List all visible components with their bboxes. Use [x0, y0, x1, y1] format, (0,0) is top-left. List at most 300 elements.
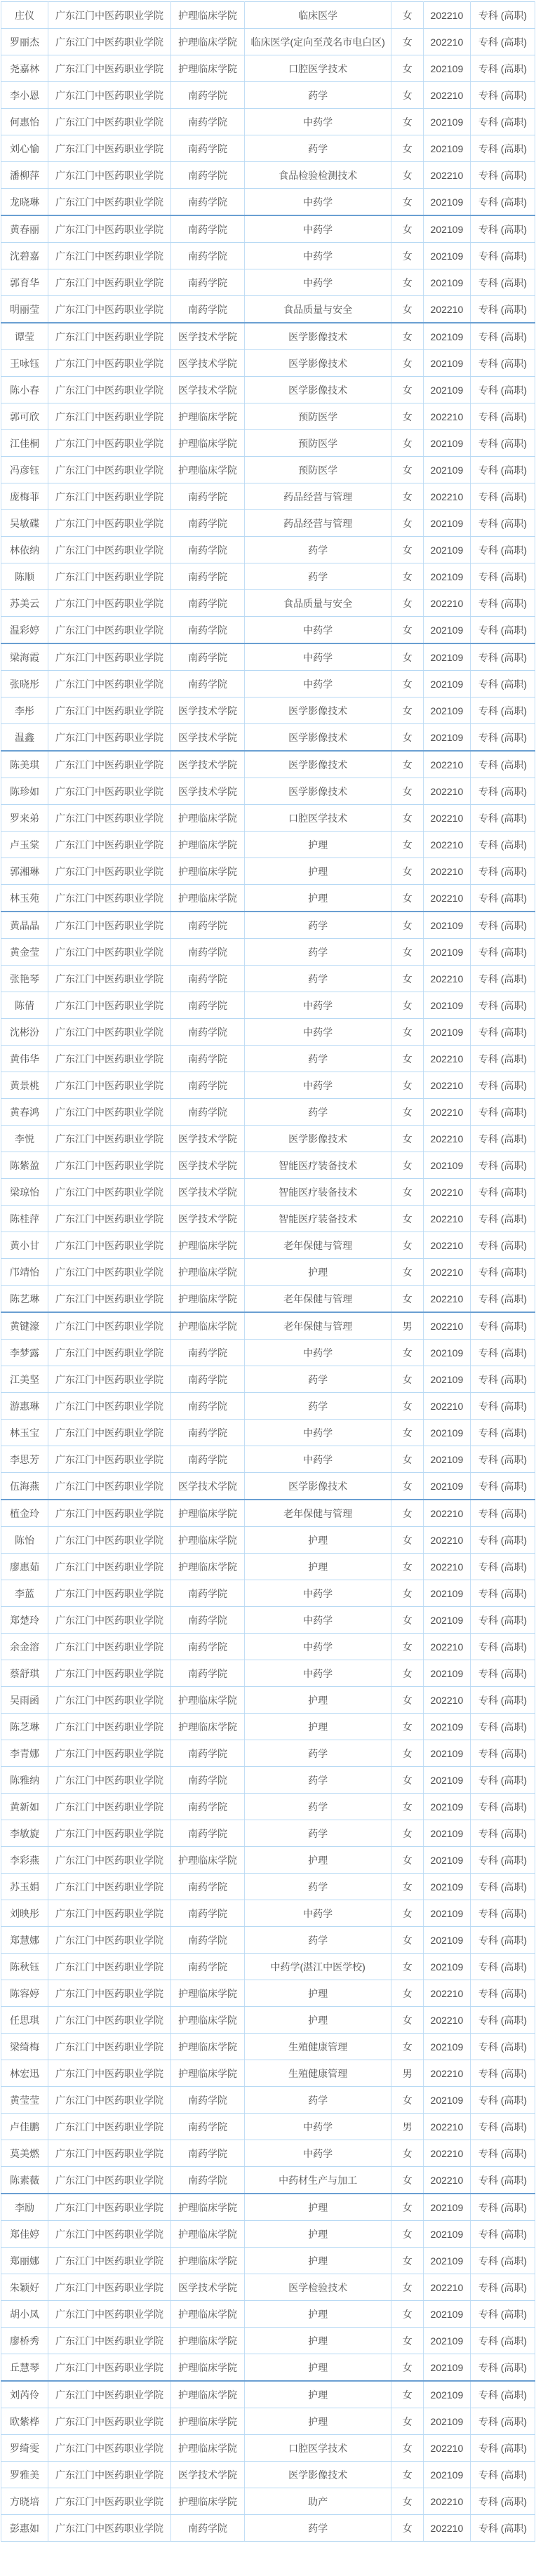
cell-major: 中药学 — [244, 1340, 391, 1366]
cell-name: 苏玉娟 — [1, 1874, 48, 1900]
cell-college: 护理临床学院 — [170, 55, 244, 82]
cell-level: 专科 (高职) — [470, 1660, 535, 1687]
cell-gender: 男 — [391, 1312, 424, 1340]
cell-college: 南药学院 — [170, 2114, 244, 2140]
cell-level: 专科 (高职) — [470, 243, 535, 269]
cell-level: 专科 (高职) — [470, 537, 535, 563]
cell-major: 药学 — [244, 1927, 391, 1954]
cell-name: 刘芮伶 — [1, 2381, 48, 2408]
cell-name: 欧紫桦 — [1, 2408, 48, 2435]
cell-school: 广东江门中医药职业学院 — [48, 1820, 170, 1847]
cell-level: 专科 (高职) — [470, 751, 535, 778]
cell-level: 专科 (高职) — [470, 858, 535, 885]
cell-gender: 女 — [391, 2381, 424, 2408]
table-row — [1, 2, 535, 29]
cell-enroll-date: 202109 — [423, 2408, 470, 2435]
cell-major: 医学影像技术 — [244, 350, 391, 377]
cell-school: 广东江门中医药职业学院 — [48, 1446, 170, 1473]
cell-school: 广东江门中医药职业学院 — [48, 2167, 170, 2194]
cell-name: 卢玉棠 — [1, 832, 48, 858]
cell-school: 广东江门中医药职业学院 — [48, 2381, 170, 2408]
cell-name: 李彤 — [1, 698, 48, 724]
table-row — [1, 537, 535, 563]
cell-name: 陈桂萍 — [1, 1206, 48, 1232]
cell-major: 中药材生产与加工 — [244, 2167, 391, 2194]
cell-school: 广东江门中医药职业学院 — [48, 1874, 170, 1900]
cell-major: 老年保健与管理 — [244, 1286, 391, 1313]
cell-major: 中药学 — [244, 109, 391, 135]
cell-school: 广东江门中医药职业学院 — [48, 2408, 170, 2435]
cell-major: 医学影像技术 — [244, 323, 391, 350]
table-row — [1, 939, 535, 966]
cell-major: 食品检验检测技术 — [244, 162, 391, 189]
cell-enroll-date: 202109 — [423, 457, 470, 483]
cell-name: 张晓彤 — [1, 671, 48, 698]
cell-gender: 女 — [391, 1232, 424, 1259]
cell-gender: 男 — [391, 2060, 424, 2087]
cell-level: 专科 (高职) — [470, 2301, 535, 2328]
cell-school: 广东江门中医药职业学院 — [48, 1312, 170, 1340]
cell-enroll-date: 202210 — [423, 1500, 470, 1527]
cell-school: 广东江门中医药职业学院 — [48, 671, 170, 698]
cell-level: 专科 (高职) — [470, 1232, 535, 1259]
cell-school: 广东江门中医药职业学院 — [48, 1393, 170, 1420]
cell-major: 中药学 — [244, 1580, 391, 1607]
cell-major: 药学 — [244, 1767, 391, 1794]
table-row — [1, 2381, 535, 2408]
cell-gender: 女 — [391, 1500, 424, 1527]
cell-college: 医学技术学院 — [170, 323, 244, 350]
cell-name: 林依纳 — [1, 537, 48, 563]
cell-school: 广东江门中医药职业学院 — [48, 1980, 170, 2007]
cell-college: 南药学院 — [170, 162, 244, 189]
cell-name: 郭湘琳 — [1, 858, 48, 885]
cell-school: 广东江门中医药职业学院 — [48, 1554, 170, 1580]
cell-gender: 女 — [391, 1473, 424, 1500]
cell-gender: 女 — [391, 2221, 424, 2248]
cell-major: 口腔医学技术 — [244, 55, 391, 82]
table-row — [1, 1126, 535, 1152]
cell-school: 广东江门中医药职业学院 — [48, 1179, 170, 1206]
cell-name: 李思芳 — [1, 1446, 48, 1473]
cell-level: 专科 (高职) — [470, 1072, 535, 1099]
cell-level: 专科 (高职) — [470, 1366, 535, 1393]
cell-enroll-date: 202210 — [423, 82, 470, 109]
cell-college: 护理临床学院 — [170, 1500, 244, 1527]
cell-school: 广东江门中医药职业学院 — [48, 1286, 170, 1313]
cell-college: 南药学院 — [170, 1900, 244, 1927]
table-row — [1, 617, 535, 644]
table-row — [1, 643, 535, 671]
cell-major: 护理 — [244, 2194, 391, 2221]
cell-major: 药学 — [244, 82, 391, 109]
cell-major: 药学 — [244, 1740, 391, 1767]
table-row — [1, 55, 535, 82]
cell-school: 广东江门中医药职业学院 — [48, 1847, 170, 1874]
cell-enroll-date: 202210 — [423, 483, 470, 510]
cell-school: 广东江门中医药职业学院 — [48, 1660, 170, 1687]
cell-name: 黄春鸿 — [1, 1099, 48, 1126]
cell-enroll-date: 202109 — [423, 1446, 470, 1473]
cell-name: 林玉宝 — [1, 1420, 48, 1446]
table-row — [1, 1473, 535, 1500]
cell-college: 护理临床学院 — [170, 2328, 244, 2354]
cell-name: 温鑫 — [1, 724, 48, 752]
cell-major: 药学 — [244, 1794, 391, 1820]
cell-major: 中药学 — [244, 1660, 391, 1687]
cell-name: 江佳桐 — [1, 430, 48, 457]
cell-major: 药品经营与管理 — [244, 483, 391, 510]
cell-enroll-date: 202109 — [423, 1152, 470, 1179]
cell-college: 南药学院 — [170, 537, 244, 563]
cell-school: 广东江门中医药职业学院 — [48, 2248, 170, 2274]
cell-college: 南药学院 — [170, 1580, 244, 1607]
cell-enroll-date: 202109 — [423, 1847, 470, 1874]
cell-major: 药学 — [244, 135, 391, 162]
cell-major: 药学 — [244, 537, 391, 563]
cell-gender: 女 — [391, 1954, 424, 1980]
cell-enroll-date: 202109 — [423, 1607, 470, 1634]
cell-gender: 女 — [391, 1340, 424, 1366]
cell-name: 黄春丽 — [1, 215, 48, 243]
cell-name: 梁琼怡 — [1, 1179, 48, 1206]
cell-school: 广东江门中医药职业学院 — [48, 966, 170, 992]
cell-school: 广东江门中医药职业学院 — [48, 162, 170, 189]
cell-school: 广东江门中医药职业学院 — [48, 2, 170, 29]
cell-college: 南药学院 — [170, 1046, 244, 1072]
cell-gender: 女 — [391, 751, 424, 778]
cell-gender: 女 — [391, 2354, 424, 2382]
cell-major: 中药学 — [244, 1900, 391, 1927]
cell-school: 广东江门中医药职业学院 — [48, 2221, 170, 2248]
table-row — [1, 912, 535, 939]
cell-major: 老年保健与管理 — [244, 1500, 391, 1527]
cell-level: 专科 (高职) — [470, 992, 535, 1019]
table-row — [1, 1420, 535, 1446]
table-row — [1, 1206, 535, 1232]
cell-school: 广东江门中医药职业学院 — [48, 2274, 170, 2301]
cell-college: 南药学院 — [170, 1874, 244, 1900]
table-row — [1, 1767, 535, 1794]
cell-level: 专科 (高职) — [470, 2140, 535, 2167]
cell-college: 护理临床学院 — [170, 2194, 244, 2221]
table-row — [1, 1874, 535, 1900]
cell-name: 冯彦钰 — [1, 457, 48, 483]
cell-gender: 女 — [391, 563, 424, 590]
cell-level: 专科 (高职) — [470, 296, 535, 323]
cell-enroll-date: 202109 — [423, 939, 470, 966]
cell-name: 郑丽娜 — [1, 2248, 48, 2274]
table-row — [1, 778, 535, 805]
cell-level: 专科 (高职) — [470, 1794, 535, 1820]
cell-school: 广东江门中医药职业学院 — [48, 537, 170, 563]
cell-enroll-date: 202210 — [423, 590, 470, 617]
cell-major: 中药学 — [244, 617, 391, 644]
cell-gender: 女 — [391, 698, 424, 724]
table-row — [1, 2194, 535, 2221]
cell-level: 专科 (高职) — [470, 1820, 535, 1847]
cell-gender: 女 — [391, 1554, 424, 1580]
table-row — [1, 189, 535, 216]
table-row — [1, 2435, 535, 2462]
table-row — [1, 1286, 535, 1313]
cell-name: 蔡舒琪 — [1, 1660, 48, 1687]
table-row — [1, 135, 535, 162]
cell-level: 专科 (高职) — [470, 2462, 535, 2488]
cell-major: 智能医疗装备技术 — [244, 1179, 391, 1206]
cell-gender: 女 — [391, 2462, 424, 2488]
cell-level: 专科 (高职) — [470, 1927, 535, 1954]
cell-college: 护理临床学院 — [170, 1286, 244, 1313]
cell-gender: 女 — [391, 1179, 424, 1206]
cell-school: 广东江门中医药职业学院 — [48, 1019, 170, 1046]
cell-enroll-date: 202210 — [423, 966, 470, 992]
cell-name: 沈碧嘉 — [1, 243, 48, 269]
table-row — [1, 724, 535, 752]
cell-name: 朱颖好 — [1, 2274, 48, 2301]
cell-name: 苏美云 — [1, 590, 48, 617]
cell-gender: 女 — [391, 1527, 424, 1554]
cell-name: 刘心愉 — [1, 135, 48, 162]
cell-major: 护理 — [244, 1527, 391, 1554]
table-row — [1, 1900, 535, 1927]
cell-gender: 女 — [391, 135, 424, 162]
cell-name: 陈珍如 — [1, 778, 48, 805]
cell-school: 广东江门中医药职业学院 — [48, 1634, 170, 1660]
cell-level: 专科 (高职) — [470, 1046, 535, 1072]
cell-level: 专科 (高职) — [470, 1393, 535, 1420]
cell-college: 南药学院 — [170, 296, 244, 323]
cell-level: 专科 (高职) — [470, 1900, 535, 1927]
cell-enroll-date: 202210 — [423, 162, 470, 189]
cell-school: 广东江门中医药职业学院 — [48, 1473, 170, 1500]
table-row — [1, 1179, 535, 1206]
cell-enroll-date: 202109 — [423, 2087, 470, 2114]
cell-enroll-date: 202210 — [423, 296, 470, 323]
cell-school: 广东江门中医药职业学院 — [48, 430, 170, 457]
cell-name: 卢佳鹏 — [1, 2114, 48, 2140]
cell-gender: 女 — [391, 1446, 424, 1473]
cell-school: 广东江门中医药职业学院 — [48, 29, 170, 55]
cell-name: 刘映彤 — [1, 1900, 48, 1927]
cell-level: 专科 (高职) — [470, 350, 535, 377]
cell-college: 医学技术学院 — [170, 1152, 244, 1179]
cell-school: 广东江门中医药职业学院 — [48, 377, 170, 403]
cell-school: 广东江门中医药职业学院 — [48, 2435, 170, 2462]
cell-major: 护理 — [244, 1714, 391, 1740]
cell-school: 广东江门中医药职业学院 — [48, 563, 170, 590]
cell-gender: 女 — [391, 2488, 424, 2515]
cell-enroll-date: 202109 — [423, 430, 470, 457]
cell-major: 药学 — [244, 1393, 391, 1420]
cell-college: 南药学院 — [170, 109, 244, 135]
cell-name: 王咏钰 — [1, 350, 48, 377]
cell-gender: 女 — [391, 643, 424, 671]
cell-enroll-date: 202210 — [423, 2060, 470, 2087]
cell-school: 广东江门中医药职业学院 — [48, 1232, 170, 1259]
cell-name: 林玉苑 — [1, 885, 48, 912]
table-row — [1, 269, 535, 296]
cell-gender: 女 — [391, 1927, 424, 1954]
cell-school: 广东江门中医药职业学院 — [48, 1767, 170, 1794]
cell-college: 南药学院 — [170, 2167, 244, 2194]
cell-enroll-date: 202109 — [423, 912, 470, 939]
cell-level: 专科 (高职) — [470, 2435, 535, 2462]
cell-gender: 女 — [391, 457, 424, 483]
cell-school: 广东江门中医药职业学院 — [48, 590, 170, 617]
cell-level: 专科 (高职) — [470, 269, 535, 296]
table-row — [1, 403, 535, 430]
cell-major: 中药学 — [244, 269, 391, 296]
cell-level: 专科 (高职) — [470, 1152, 535, 1179]
table-row — [1, 1446, 535, 1473]
cell-enroll-date: 202109 — [423, 2462, 470, 2488]
cell-enroll-date: 202109 — [423, 2328, 470, 2354]
cell-enroll-date: 202109 — [423, 269, 470, 296]
table-row — [1, 296, 535, 323]
cell-gender: 女 — [391, 2, 424, 29]
cell-gender: 女 — [391, 2140, 424, 2167]
cell-college: 南药学院 — [170, 1767, 244, 1794]
table-row — [1, 1046, 535, 1072]
cell-college: 南药学院 — [170, 189, 244, 216]
cell-enroll-date: 202210 — [423, 1554, 470, 1580]
cell-level: 专科 (高职) — [470, 2488, 535, 2515]
cell-level: 专科 (高职) — [470, 2408, 535, 2435]
cell-enroll-date: 202109 — [423, 2301, 470, 2328]
cell-college: 医学技术学院 — [170, 377, 244, 403]
cell-level: 专科 (高职) — [470, 430, 535, 457]
cell-college: 南药学院 — [170, 215, 244, 243]
cell-level: 专科 (高职) — [470, 2034, 535, 2060]
cell-level: 专科 (高职) — [470, 377, 535, 403]
table-row — [1, 832, 535, 858]
cell-level: 专科 (高职) — [470, 1634, 535, 1660]
cell-level: 专科 (高职) — [470, 643, 535, 671]
cell-level: 专科 (高职) — [470, 1847, 535, 1874]
cell-name: 尧嘉林 — [1, 55, 48, 82]
cell-major: 药学 — [244, 563, 391, 590]
cell-gender: 女 — [391, 243, 424, 269]
cell-gender: 女 — [391, 1660, 424, 1687]
cell-college: 南药学院 — [170, 563, 244, 590]
cell-enroll-date: 202210 — [423, 1393, 470, 1420]
cell-major: 食品质量与安全 — [244, 296, 391, 323]
cell-enroll-date: 202109 — [423, 510, 470, 537]
cell-major: 医学影像技术 — [244, 778, 391, 805]
cell-enroll-date: 202109 — [423, 563, 470, 590]
table-row — [1, 215, 535, 243]
table-row — [1, 1500, 535, 1527]
cell-name: 黄晶晶 — [1, 912, 48, 939]
cell-school: 广东江门中医药职业学院 — [48, 1366, 170, 1393]
cell-name: 黄金莹 — [1, 939, 48, 966]
cell-college: 南药学院 — [170, 671, 244, 698]
table-row — [1, 510, 535, 537]
cell-name: 方晓培 — [1, 2488, 48, 2515]
cell-major: 护理 — [244, 1980, 391, 2007]
cell-level: 专科 (高职) — [470, 885, 535, 912]
cell-gender: 女 — [391, 1607, 424, 1634]
cell-name: 李敏旋 — [1, 1820, 48, 1847]
cell-college: 医学技术学院 — [170, 751, 244, 778]
cell-gender: 女 — [391, 1740, 424, 1767]
cell-college: 护理临床学院 — [170, 2060, 244, 2087]
cell-gender: 女 — [391, 671, 424, 698]
student-table-body — [1, 2, 535, 2542]
cell-school: 广东江门中医药职业学院 — [48, 296, 170, 323]
cell-enroll-date: 202109 — [423, 2034, 470, 2060]
cell-college: 护理临床学院 — [170, 1232, 244, 1259]
cell-gender: 女 — [391, 590, 424, 617]
cell-major: 护理 — [244, 2301, 391, 2328]
cell-gender: 女 — [391, 537, 424, 563]
cell-name: 丘慧琴 — [1, 2354, 48, 2382]
cell-level: 专科 (高职) — [470, 1980, 535, 2007]
cell-name: 吴敏碟 — [1, 510, 48, 537]
cell-gender: 女 — [391, 992, 424, 1019]
cell-name: 陈怡 — [1, 1527, 48, 1554]
cell-college: 南药学院 — [170, 483, 244, 510]
cell-college: 南药学院 — [170, 2515, 244, 2542]
cell-enroll-date: 202109 — [423, 1660, 470, 1687]
cell-gender: 女 — [391, 1420, 424, 1446]
cell-name: 张艳琴 — [1, 966, 48, 992]
cell-major: 中药学 — [244, 671, 391, 698]
cell-enroll-date: 202109 — [423, 1473, 470, 1500]
cell-gender: 女 — [391, 377, 424, 403]
cell-major: 中药学(湛江中医学校) — [244, 1954, 391, 1980]
cell-school: 广东江门中医药职业学院 — [48, 805, 170, 832]
table-row — [1, 1527, 535, 1554]
cell-school: 广东江门中医药职业学院 — [48, 1580, 170, 1607]
cell-college: 护理临床学院 — [170, 1980, 244, 2007]
cell-enroll-date: 202210 — [423, 751, 470, 778]
cell-level: 专科 (高职) — [470, 724, 535, 752]
cell-school: 广东江门中医药职业学院 — [48, 1206, 170, 1232]
cell-enroll-date: 202210 — [423, 1179, 470, 1206]
table-row — [1, 483, 535, 510]
cell-school: 广东江门中医药职业学院 — [48, 2462, 170, 2488]
cell-gender: 女 — [391, 1900, 424, 1927]
cell-college: 南药学院 — [170, 82, 244, 109]
cell-college: 护理临床学院 — [170, 2301, 244, 2328]
cell-school: 广东江门中医药职业学院 — [48, 2060, 170, 2087]
cell-level: 专科 (高职) — [470, 563, 535, 590]
cell-gender: 女 — [391, 1767, 424, 1794]
cell-school: 广东江门中医药职业学院 — [48, 2354, 170, 2382]
cell-enroll-date: 202109 — [423, 1767, 470, 1794]
cell-major: 中药学 — [244, 2140, 391, 2167]
cell-school: 广东江门中医药职业学院 — [48, 1794, 170, 1820]
cell-gender: 女 — [391, 430, 424, 457]
cell-level: 专科 (高职) — [470, 2274, 535, 2301]
cell-gender: 女 — [391, 1046, 424, 1072]
cell-level: 专科 (高职) — [470, 590, 535, 617]
cell-name: 李梦露 — [1, 1340, 48, 1366]
table-row — [1, 2060, 535, 2087]
cell-major: 医学影像技术 — [244, 377, 391, 403]
cell-college: 南药学院 — [170, 1927, 244, 1954]
cell-enroll-date: 202210 — [423, 1126, 470, 1152]
cell-gender: 女 — [391, 1126, 424, 1152]
cell-major: 医学检验技术 — [244, 2274, 391, 2301]
cell-level: 专科 (高职) — [470, 1286, 535, 1313]
cell-major: 中药学 — [244, 1420, 391, 1446]
cell-school: 广东江门中医药职业学院 — [48, 189, 170, 216]
cell-name: 陈倩 — [1, 992, 48, 1019]
cell-level: 专科 (高职) — [470, 912, 535, 939]
